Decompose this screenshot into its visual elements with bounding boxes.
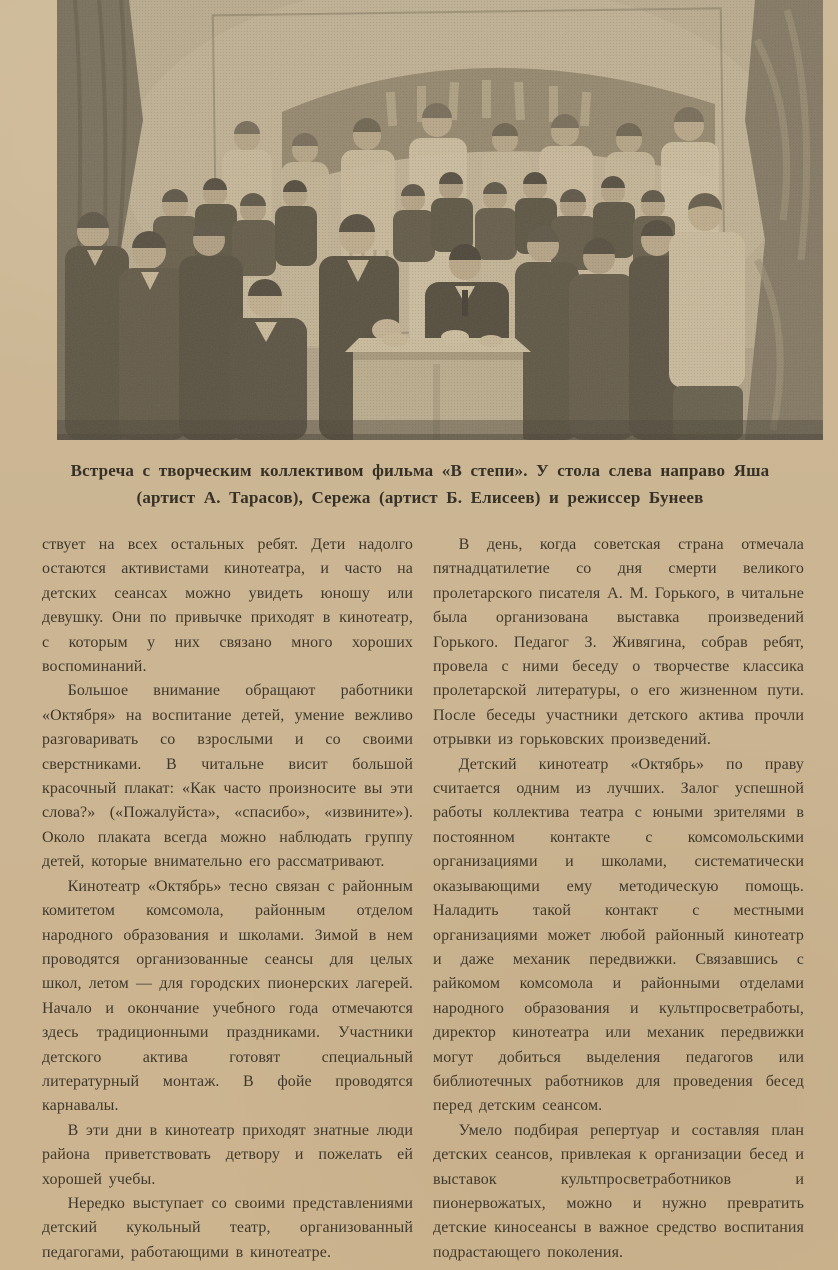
caption-line-2: (артист А. Тарасов), Сережа (артист Б. Елисеев) и режиссер Бунеев (136, 488, 704, 507)
photo-caption (49, 457, 791, 511)
photo-illustration (57, 0, 823, 440)
paragraph: Большое внимание обращают работники «Октября» на воспитание детей, умение вежливо разговаривать со взрослыми и со своими сверстниками. В читальне висит большой красочный плакат: «Как часто произносите вы эти слова?» («Пожалуйста», «спасибо», «извините»). Около плаката всегда можно наблюдать группу детей, которые внимательно его рассматривают. (42, 682, 413, 871)
paragraph: В эти дни в кинотеатр приходят знатные люди района приветствовать детвору и пожелать ей хорошей учебы. (42, 1121, 413, 1188)
article-body (42, 533, 804, 1270)
paragraph: ствует на всех остальных ребят. Дети надолго остаются активистами кинотеатра, и часто на детских сеансах можно увидеть юношу или девушку. Они по привычке приходят в кинотеатр, с которым у них связано много хороших воспоминаний. (42, 536, 413, 676)
caption-line-1: Встреча с творческим коллективом фильма «В степи». У стола слева направо Яша (70, 461, 770, 480)
right-column (433, 533, 804, 1270)
photo (57, 0, 823, 440)
paragraph: Детский кинотеатр «Октябрь» по праву считается одним из лучших. Залог успешной работы коллектива театра с юными зрителями в постоянном контакте с комсомольскими организациями и школами, систематически оказывающими ему методическую помощь. Наладить такой контакт с местными организациями может любой районный кинотеатр и даже механик передвижки. Связавшись с райкомом комсомола и районными отделами народного образования и культпросветработы, директор кинотеатра или механик передвижки могут добиться выделения педагогов или библиотечных работников для проведения бесед перед детским сеансом. (433, 755, 804, 1115)
left-column (42, 533, 413, 1270)
paragraph: Кинотеатр «Октябрь» тесно связан с районным комитетом комсомола, районным отделом народного образования и школами. Зимой в нем проводятся организованные сеансы для целых школ, летом — для городских пионерских лагерей. Начало и окончание учебного года отмечаются здесь традиционными праздниками. Участники детского актива готовят специальный литературный монтаж. В фойе проводятся карнавалы. (42, 877, 413, 1115)
paragraph: Умело подбирая репертуар и составляя план детских сеансов, привлекая к организации бесед и выставок культпросветработников и пионервожатых, можно и нужно превратить детские киносеансы в важное средство воспитания подрастающего поколения. (433, 1121, 804, 1261)
paragraph: Нередко выступает со своими представлениями детский кукольный театр, организованный педагогами, работающими в кинотеатре. (42, 1194, 413, 1261)
paragraph: В день, когда советская страна отмечала пятнадцатилетие со дня смерти великого пролетарского писателя А. М. Горького, в читальне была организована выставка произведений Горького. Педагог З. Живягина, собрав ребят, провела с ними беседу о творчестве классика пролетарской литературы, о его жизненном пути. После беседы участники детского актива прочли отрывки из горьковских произведений. (433, 536, 804, 749)
